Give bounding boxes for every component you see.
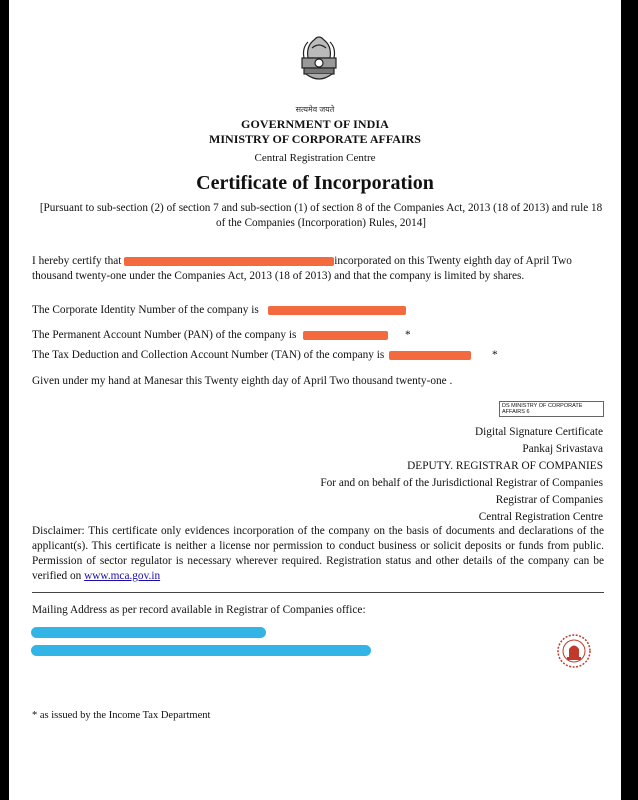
footnote: * as issued by the Income Tax Department [32,710,211,721]
tan-redaction [389,351,471,360]
emblem-seal-icon [556,633,592,669]
ashoka-emblem-icon [294,28,344,112]
government-heading: GOVERNMENT OF INDIA [241,117,389,131]
certify-paragraph [32,254,602,284]
signature-line-3: DEPUTY. REGISTRAR OF COMPANIES [407,460,603,472]
mailing-address-heading: Mailing Address as per record available in Registrar of Companies office: [32,604,366,616]
signature-line-1: Digital Signature Certificate [475,426,603,438]
pursuant-text: [Pursuant to sub-section (2) of section 7 and sub-section (1) of section 8 of the Companies Act, 2013 (18 of 2013) and rule 18 of the Companies (Incorporation) Rules, 2014] [39,202,603,229]
given-text: Given under my hand at Manesar this Twenty eighth day of April Two thousand twenty-one . [32,375,453,387]
cin-redaction [268,306,406,315]
company-name-redaction [124,257,334,266]
motto: सत्यमेव जयते [295,105,335,114]
page-title: Certificate of Incorporation [196,172,434,194]
centre-heading: Central Registration Centre [254,152,376,164]
address-redaction-2 [31,645,371,656]
tan-label: The Tax Deduction and Collection Account Number (TAN) of the company is [32,349,385,361]
signature-block [320,424,603,526]
disclaimer [32,524,604,584]
certificate-page [9,0,621,800]
signature-line-6: Central Registration Centre [478,511,603,523]
address-redaction-1 [31,627,266,638]
tan-line [32,348,498,363]
pan-redaction [303,331,388,340]
pan-label: The Permanent Account Number (PAN) of the company is [32,329,297,341]
disclaimer-text: Disclaimer: This certificate only evidences incorporation of the company on the basis of documents and declarations of the applicant(s). This certificate is neither a license nor permission to conduct business or solicit deposits or funds from public. Permission of sector regulator is necessary wherever required. Registration status and other details of the company can be verified on [32,525,604,582]
pan-line [32,328,411,343]
ministry-heading: MINISTRY OF CORPORATE AFFAIRS [209,132,421,146]
certify-suffix: incorporated on this Twenty eighth day of April Two thousand twenty-one under the Companies Act, 2013 (18 of 2013) and that the company is limited by shares. [32,255,572,282]
cin-label: The Corporate Identity Number of the company is [32,304,259,316]
digital-signature-box: DS MINISTRY OF CORPORATE AFFAIRS 6 [499,401,604,417]
certify-prefix: I hereby certify that [32,255,125,267]
divider [32,592,604,593]
pan-asterisk: * [405,329,411,341]
tan-asterisk: * [491,349,498,361]
signature-line-2: Pankaj Srivastava [522,443,603,455]
signature-line-5: Registrar of Companies [495,494,603,506]
cin-line [32,303,406,318]
signature-line-4: For and on behalf of the Jurisdictional Registrar of Companies [320,477,603,489]
mca-link[interactable]: www.mca.gov.in [84,570,161,582]
